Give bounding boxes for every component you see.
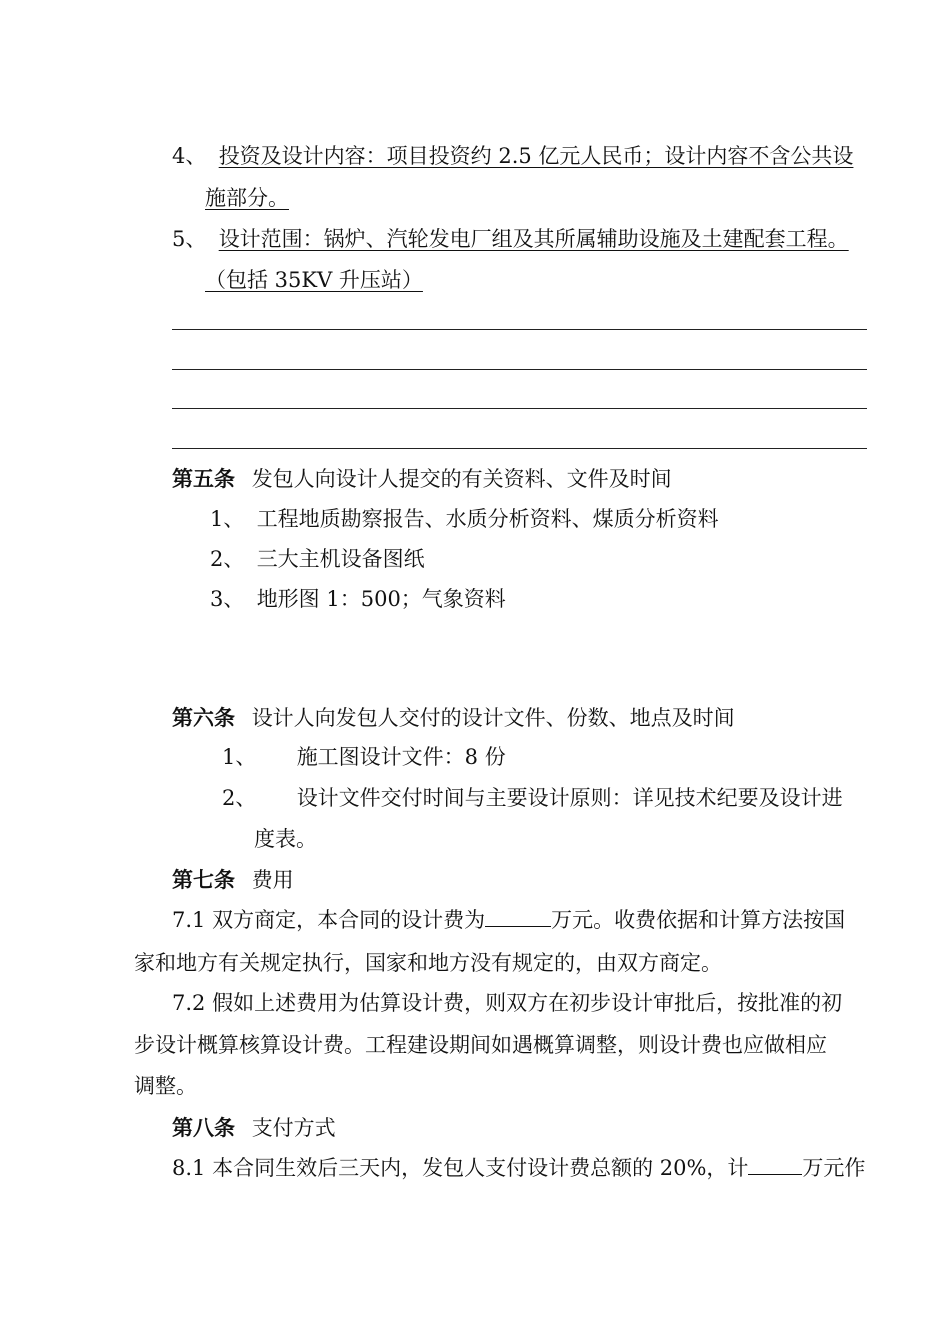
- item-4: [172, 142, 853, 170]
- paragraph-text: 7.1 双方商定，本合同的设计费为: [172, 908, 486, 932]
- blank-fill-line: [172, 448, 867, 449]
- item-text: 设计范围：锅炉、汽轮发电厂组及其所属辅助设施及土建配套工程。: [218, 227, 849, 251]
- item-number: 3、: [210, 587, 245, 611]
- article-7-paragraph-2-continuation: 步设计概算核算设计费。工程建设期间如遇概算调整，则设计费也应做相应: [134, 1033, 827, 1057]
- item-5: [172, 225, 849, 253]
- article-8-paragraph-1: [172, 1154, 865, 1182]
- blank-fill-line: [172, 408, 867, 409]
- item-5-continuation: （包括 35KV 升压站）: [205, 268, 423, 292]
- article-7-paragraph-1-continuation: 家和地方有关规定执行，国家和地方没有规定的，由双方商定。: [134, 951, 722, 975]
- article-7-paragraph-2-continuation: 调整。: [134, 1074, 197, 1098]
- item-text: 三大主机设备图纸: [256, 547, 425, 571]
- article-title: 设计人向发包人交付的设计文件、份数、地点及时间: [251, 706, 735, 730]
- item-text: 设计文件交付时间与主要设计原则：详见技术纪要及设计进: [296, 786, 843, 810]
- article-5-item-1: [210, 505, 719, 533]
- paragraph-text: 万元。收费依据和计算方法按国: [551, 908, 846, 932]
- item-number: 1、: [222, 745, 257, 769]
- article-5-item-3: [210, 585, 506, 613]
- article-5-item-2: [210, 545, 425, 573]
- article-number: 第八条: [172, 1116, 235, 1140]
- article-6-heading: [172, 704, 735, 732]
- item-text: 投资及设计内容：项目投资约 2.5 亿元人民币；设计内容不含公共设: [218, 144, 854, 168]
- item-number: 5、: [172, 227, 207, 251]
- article-number: 第五条: [172, 467, 235, 491]
- blank-fill-line: [172, 329, 867, 330]
- article-7-heading: [172, 866, 294, 894]
- article-8-heading: [172, 1114, 336, 1142]
- blank-fill-line: [172, 369, 867, 370]
- article-6-item-2-continuation: 度表。: [254, 827, 317, 851]
- payment-amount-blank[interactable]: [748, 1154, 802, 1175]
- item-text: 工程地质勘察报告、水质分析资料、煤质分析资料: [256, 507, 719, 531]
- article-7-paragraph-1: [172, 906, 845, 934]
- article-title: 支付方式: [251, 1116, 336, 1140]
- item-text: 地形图 1：500；气象资料: [256, 587, 506, 611]
- item-4-continuation: 施部分。: [205, 186, 289, 210]
- article-title: 发包人向设计人提交的有关资料、文件及时间: [251, 467, 672, 491]
- article-number: 第六条: [172, 706, 235, 730]
- item-number: 2、: [222, 786, 257, 810]
- article-6-item-2: [222, 784, 843, 812]
- article-6-item-1: [222, 743, 506, 771]
- item-text: 施工图设计文件：8 份: [296, 745, 506, 769]
- article-title: 费用: [251, 868, 294, 892]
- item-number: 4、: [172, 144, 207, 168]
- paragraph-text: 万元作: [802, 1156, 866, 1180]
- item-number: 2、: [210, 547, 245, 571]
- article-number: 第七条: [172, 868, 235, 892]
- paragraph-text: 8.1 本合同生效后三天内，发包人支付设计费总额的 20%，计: [172, 1156, 749, 1180]
- item-number: 1、: [210, 507, 245, 531]
- article-7-paragraph-2: 7.2 假如上述费用为估算设计费，则双方在初步设计审批后，按批准的初: [172, 991, 843, 1015]
- fee-amount-blank[interactable]: [485, 906, 551, 927]
- article-5-heading: [172, 465, 672, 493]
